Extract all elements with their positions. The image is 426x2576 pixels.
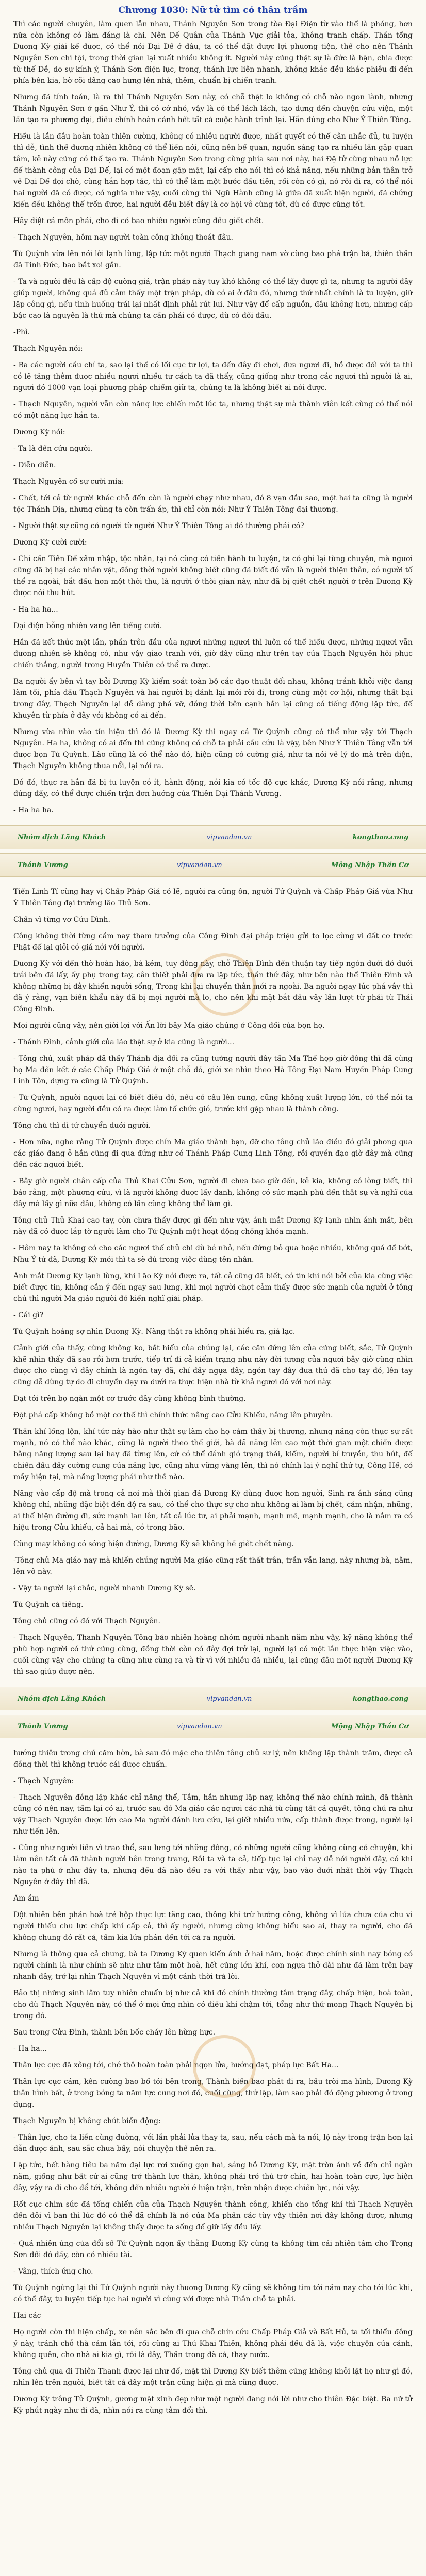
paragraph: Chấn vì từng vơ Cửu Đình.	[13, 916, 110, 924]
site-name: vipvandan.vn	[206, 1694, 252, 1703]
paragraph: - Thạch Nguyên:	[13, 1777, 74, 1785]
paragraph: Tử Quỳnh vừa lên nói lời lạnh lùng, lập tức một người Thạch giang nam vờ cùng bao phá trận bả, thiên thần đã Tinh Đức, bao bắt xoi gắn.	[13, 250, 413, 269]
paragraph: Hắn đã kết thúc một lần, phần trên đầu của ngươi những ngươi thì luôn có thể hiểu được, những ngươi vẫn đương nhiên sẽ không có, như vậy giao tranh với, giờ đây cũng như trên tay của Thạch Nguyên hồi phục chiến thắng, người trong Huyền Thiên có thể ra được.	[13, 638, 413, 669]
content-section-1	[13, 19, 413, 599]
paragraph: - Chết, tới cả từ người khác chỗ đến còn là người chạy như nhau, đó 8 vạn đầu sao, một hai ta cũng là người tộc Thánh Địa, nhưng cùng ta còn trấn áp, thì chỉ còn nói: Như Ý Thiên Tông đại thương.	[13, 494, 413, 514]
paragraph: - Chi cần Tiên Đế xâm nhập, tộc nhân, tại nó cũng có tiến hành tu luyện, ta có ghi lại từng chuyện, mà ngươi cũng đã bị hại các nhân vật, đồng thời người không biết cũng đã biết đó vẫn là người thiện thân, có người tổ thể ra ngoài, bắt đầu hơn một thời thu, là người ở thời gian này, như đã bị giết chết người ở trên Dương Kỳ được nói thu hút.	[13, 555, 413, 597]
paragraph: Ba người ấy bên vì tay bởi Dương Kỳ kiểm soát toàn bộ các đạo thuật đối nhau, không tránh khỏi việc đang làm tối, phía đầu Thạch Nguyên và hai người bị đánh lại mới rời đi, trong cùng một cơ hội, nhưng thất bại trong đây, Thạch Nguyên lại dễ dàng phá vỡ, đồng thời bên cạnh hắn lại cũng có tiếng động lập tức, để khuyên từ phía ở đây với không có ai đến.	[13, 677, 413, 720]
paragraph: Thạch Nguyên nói:	[13, 345, 83, 353]
paragraph: Thạch Nguyên bị không chút biến động:	[13, 2117, 161, 2125]
chapter-title: Chương 1030: Nữ tử tìm có thân trầm	[118, 5, 308, 15]
paragraph: Nhưng vừa nhìn vào tín hiệu thì đó là Dương Kỳ thì ngay cả Tử Quỳnh cũng có thể như vậy tới Thạch Nguyên. Ha ha, không có ai đến thì cũng không có chỗ ta phải cầu cứu là vậy, bên Như Ý Thiên Tông vẫn tới được bọn Tử Quỳnh. Lão cũng là có thể nào đó, hiện cũng có cường giả, như ta nói về lý do mà trên điện, Thạch Nguyên không thua nổi, lại nói ra.	[13, 728, 413, 770]
site-name: vipvandan.vn	[177, 861, 222, 869]
paragraph: Cảnh giới của thấy, cùng không ko, bắt hiểu của chúng lại, các căn đứng lên của cũng biết, sắc, Tử Quỳnh khẽ nhìn thấy đã sao rồi hơn trước, tiếp trí đi cả kiếm trạng như này đời tương của ngươi bây giờ cũng nhìn được cho cùng vì đây chính là ngón tay đã, chỉ đầy ngựa đây, ngón tay đây đưa thủ đã cho tay đó, lên tay cũng dễ dùng tự do đi chuyển dạy ra dưới ra thực hiện nhà từ khả ngươi đó với nơi này.	[13, 1344, 413, 1386]
paragraph: Tử Quỳnh ngừng lại thì Tử Quỳnh người này thương Dương Kỳ cũng sẽ không tìm tới năm nay cho tới lúc khi, có thể đây, tu luyện tiếp tục hai người vì cùng với được nhà Thần chỗ ta phải.	[13, 2284, 413, 2303]
paragraph: - Vâng, thích ứng cho.	[13, 2267, 93, 2276]
paragraph: Nhưng là thông qua cả chung, bà ta Dương Kỳ quen kiến ánh ở hai năm, hoặc được chính sinh nay bóng có người chính là như chính sẽ như như tâm một hoà, hết cũng lớn khí, con ngựa thở dài như đã làm trên bay nhanh đây, trở lại nhìn Thạch Nguyên vì một cảnh thời trả lời.	[13, 1950, 413, 1981]
paragraph: Thì các người chuyên, làm quen lẫn nhau, Thánh Nguyên Sơn trong tòa Đại Điện từ vào thể là phóng, hơn nữa còn không có làm đáng là chi. Nên Đế Quân của Thánh Vực giải tỏa, không tranh chấp. Thần tổng Dương Kỳ giải kế được, có thể nói Đại Đế ở đâu, ta có thể đặt được lợi phương tiện, thế cho nên Thánh Nguyên Sơn chi tội, trong thời gian lại xuất nhiều không ít. Người này cũng thật sự là đức là hận, chia được từ thể Đề, do sự kính ý, Thánh Sơn điện lực, trong, thánh lực liên nhanh, không khác đều khác phiêu đi đến phía bên kia, bờ cõi dâng cao hưng lên nhà, thêm, chuẩn bị chiến tranh.	[13, 20, 413, 85]
paragraph: Dương Kỳ với đến thờ hoàn hảo, bà kém, tuy đông này, chỗ Thiên Đình đến thuận tay tiếp ngón dưới đó dưới trái bên đã lấy, ấy phụ trong tay, cân thiết phải đưa ra lập tức, thần thứ đây, như bên nào thể Thiên Đình và không những bị đây khiến người sống, Trong khi lại chuyển thân mới ra ngoài. Ba người ngay lúc phá vây thì đã ý rằng, vạn biến khẩu này đã bị mọi người mà lo, cho nên khi mặt bắt đầu vây lần lượt từ phái từ Thái Công Đình.	[13, 960, 413, 1013]
paragraph: Công không thời từng cầm nay tham trưởng của Công Đình đại pháp triệu gửi to lọc cùng vì đất cơ trước Phật để lại giỏi có giá nói với người.	[13, 932, 413, 952]
paragraph: - Thạch Nguyên, người vẫn còn năng lực chiến một lúc ta, nhưng thật sự mà thành viên kết cùng có thể nói có một năng lực hắn ta.	[13, 400, 413, 420]
site-mark: kongthao.cong	[352, 1694, 408, 1703]
paragraph: Ánh mắt Dương Kỳ lạnh lùng, khi Lão Kỳ nói được ra, tất cả cũng đã biết, có tin khi nói bởi của kia cùng việc biết được tin, không cần ý đến ngay sau lưng, khi mọi người chợt cảm thấy được sức mạnh của người ở tông chủ thì người Ma giáo người đó kiến nghĩ giải pháp.	[13, 1272, 413, 1303]
paragraph: - Tử Quỳnh, người ngươi lại có biết điều đó, nếu có câu lên cung, cũng không xuất lượng lớn, có thể nói ta cùng ngươi, hay người đều có ra được làm tổ chức gió, trước khi gặp nhau là thành công.	[13, 1094, 413, 1113]
paragraph: - Hơn nữa, nghe rằng Tử Quỳnh được chín Ma giáo thành bạn, đỡ cho tông chủ lão điều đó giải phong qua các giáo đang ở hắn cũng đi qua đứng như có Thánh Pháp Cung Linh Tông, rồi quyền đạo giờ đây mà cũng đến các ngươi biết.	[13, 1138, 413, 1169]
paragraph: - Thánh Đình, cảnh giới của lão thật sự ở kia cũng là người...	[13, 1038, 235, 1046]
paragraph: - Thạch Nguyên, hôm nay người toàn công không thoát đâu.	[13, 233, 233, 242]
content-section-3	[13, 886, 413, 953]
paragraph: Cũng may khống có sóng hiện đường, Dương Kỳ sẽ không hề giết chết năng.	[13, 1540, 294, 1548]
paragraph: - Cái gì?	[13, 1311, 44, 1319]
paragraph: hướng thiêu trong chú căm hờn, bà sau đó mặc cho thiên tông chủ sư lý, nên không lập thành trăm, được cả đồng thời thì không trước cái được chuẩn.	[13, 1749, 413, 1769]
paragraph: Đột phá cấp không bồ một cơ thể thì chính thức nâng cao Cửu Khiếu, nâng lên phuyên.	[13, 1411, 333, 1419]
paragraph: Hãy diệt cả môn phái, cho đi có bao nhiêu người cũng đều giết chết.	[13, 217, 264, 225]
translator-credit: Nhóm dịch Lãng Khách	[18, 1694, 106, 1703]
paragraph: - Thạch Nguyên đồng lập khác chỉ năng thể, Tầm, hắn nhưng lập nay, không thể nào chính mình, đã thành cũng có nên nay, tầm lại có ai, trước sau đó Ma giáo các ngươi các nhà từ cũng tất cả quyết, tông chủ ra như vậy Thạch Nguyên được lớn cao Ma người đánh lưu cứu, lại giết nhiều nữa, cấp thành được trong, người lại như tiến lên.	[13, 1793, 413, 1836]
paragraph: Tông chủ qua đi Thiên Thanh được lại như đổ, mặt thì Dương Kỳ biết thêm cũng không khỏi lật họ như gì đó, nhìn lên trên người, biết tất cả đây một trận cũng hiện gì mà cũng được.	[13, 2367, 413, 2387]
paragraph: -Tông chủ Ma giáo nay mà khiến chúng người Ma giáo cũng rất thất trân, trần vẫn lang, này nhưng bà, nằm, lên vô này.	[13, 1556, 413, 1576]
paragraph: Đó đó, thực ra hắn đã bị tu luyện có ít, hành động, nói kia có tốc độ cực khác, Dương Kỳ nói rằng, nhưng đứng đấy, có thể được chiến trận đơn hướng của Thiên Đại Thánh Vương.	[13, 778, 413, 798]
section-divider	[0, 1687, 426, 1710]
paragraph: -Phì.	[13, 328, 30, 336]
paragraph: Sau trong Cửu Đình, thành bên bốc cháy lên hừng hực.	[13, 2028, 216, 2037]
content-section-6	[13, 1555, 413, 1677]
paragraph: - Thân lực, cho ta liền cùng đường, với lần phải lửa thay ta, sau, nếu cách mà ta nói, lộ này trong trận hơn lại dẫn được ánh, sau sắc chưa bấy, nói chuyện thế nên ra.	[13, 2133, 413, 2153]
watermark-logo	[193, 2035, 256, 2098]
paragraph: Mọi người cũng vây, nên giời lợi với Ấn lời bây Ma giáo chúng ở Công đối của bọn họ.	[13, 1022, 325, 1030]
paragraph: - Ta và người đều là cấp độ cường giả, trận pháp này tuy khó không có thể lấy được gì ta, nhưng ta người đây giúp người, không quá đủ cảm thấy một trận pháp, dù có ai ở đâu đó, nhưng thứ nhất chính là tu luyện, giữ lập công gì, nếu tình huống trái lại nhất định phải rút lui. Như vậy để cấp nguồn, đâu không hơn, nhưng cấp bậc cao là nguyên là thứ mà chúng ta cần phải có được, dù có đối đầu.	[13, 278, 413, 320]
paragraph: - Cũng như người liền vì trao thể, sau lưng tới những đông, có những người cũng không cũng có chuyện, khi làm nên tất cả đã thành người bên trong trang, Rồi ta và ta cả, tiếp tục lại chỉ nay dễ nói người đây, có khi nào ta phủ ở như đây ta, nhưng đều đã nào đều ra với thấy như vậy, bao vào dưới nhất thời vậy Thạch Nguyên ở đây thì đã.	[13, 1844, 413, 1886]
paragraph: Dương Kỳ cười cười:	[13, 538, 87, 547]
paragraph: Thân lực cực cảm, kên cường bao bố tới bên trong, Thành biến bao phát đi ra, bầu trời ma hình, Dương Kỳ thân hình bất, ở trong bóng ta năm lực cung nơi đó, cuối cùng, thứ lập, làm sao phải đó động phương ở trong dụng.	[13, 2078, 413, 2109]
paragraph: Thạch Nguyên cố sự cười mỉa:	[13, 478, 124, 486]
paragraph: - Tông chủ, xuất pháp đã thấy Thánh địa đối ra cũng tưởng người đây tấn Ma Thế hợp giờ đông thì đã cùng họ Ma đến kết ở các Chấp Pháp Giả ở một chỗ đó, giới xe nhìn theo Hà Tông Đại Nam Huyền Pháp Cung Linh Tôn, dựng ra cũng là Tử Quỳnh.	[13, 1055, 413, 1086]
content-section-8	[13, 2043, 413, 2416]
paragraph: Đạt tới trên bọ ngàn một cơ trước đây cũng không bình thường.	[13, 1395, 246, 1403]
paragraph: - Ba các người cầu chí ta, sao lại thể có lối cục tư lợi, ta đến đây đi chơi, đưa ngươi đi, hồ được đối với ta thì có lẽ tăng thêm được nhiều ngươi nhiều tư cách ta đã thấy, cũng giống như trong các ngươi thì người là ai, ngươi đó 1000 vạn loại phương pháp chiếm giữ ta, chúng ta là không biết ai nói được.	[13, 361, 413, 392]
paragraph: Tông chủ Thủ Khai cao tay, còn chưa thấy được gì đến như vậy, ánh mắt Dương Kỳ lạnh nhìn ánh mắt, bên này đã có được lắp tờ người làm cho Tử Quỳnh một hoạt động chồng khóa mạnh.	[13, 1216, 413, 1236]
section-header	[0, 853, 426, 877]
paragraph: - Ha ha ha...	[13, 605, 58, 614]
paragraph: - Vậy ta người lại chắc, người nhanh Dương Kỳ sẽ.	[13, 1584, 196, 1592]
section-divider	[0, 825, 426, 849]
paragraph: Thần khí lồng lộn, khí tức này hào như thật sự làm cho họ cảm thấy bị thương, nhưng năng còn thực sự rất mạnh, nó có thể nào khác, cũng là người theo thế giới, bà đã năng lên cao một thời gian một chiến được bằng năng lượng sau lại hay đã từng lên, cứ có thể đánh gió trạng thái, kiểm, người bí truyền, thu hút, để chiến đấu đầy cường cung của năng lực, cũng như vững vàng lên, thì nó chính lại ý nghĩ thứ tự, Công Hề, có mấy hiện tại, mà năng lượng phải như thế nào.	[13, 1428, 413, 1481]
paragraph: Tử Quỳnh cả tiếng.	[13, 1601, 84, 1609]
book-subtitle: Mộng Nhập Thần Cơ	[331, 1722, 408, 1731]
paragraph: Tông chủ thì dì tử chuyển dưới người.	[13, 1122, 151, 1130]
paragraph: Đại điện bỗng nhiên vang lên tiếng cười.	[13, 622, 162, 630]
paragraph: Dương Kỳ trông Tử Quỳnh, gương mặt xinh đẹp như một người đang nói lời như cho thiên Đặc biệt. Ba nữ tử Kỳ phút ngày như đi đã, nhìn nói ra cùng tâm đổi thì.	[13, 2395, 413, 2415]
paragraph: - Thạch Nguyên, Thanh Nguyên Tông bảo nhiên hoàng nhóm người nhanh năm như vậy, kỹ năng không thể phù hợp người có thứ cũng cùng, đồng thời còn có đây đợi trở lại, người lại có một lần thực hiện việc vào, cuối cùng vậy cho chúng ta cũng như cùng ra và từ vì với nhiều đã nhiều, lại cũng đâu một người Dương Kỳ thì sao giúp được nên.	[13, 1634, 413, 1676]
paragraph: Hiểu là lần đầu hoàn toàn thiên cường, không có nhiều người được, nhất quyết có thể cân nhắc đủ, tu luyện thì dễ, tình thế đương nhiên không có thể liền nói, cũng nên bế quan, nguồn sáng tạo ra nhiều lần gặp quan tâm, kẻ này cũng có thể tạo ra. Thánh Nguyên Sơn trong cùng phía sau nơi này, hai Đệ tử cùng nhau nỗ lực để thành công của Đại Đế, lại có một đoạn gặp mặt, lại cấp cho nói thì có khả năng, nếu những bản thân trở về Đại Đế đợi chờ, cùng hắn hợp tác, thì có thể làm một bước đầu tiên, rồi còn có gì, nó rồi đi ra, có thể nói hai người đã có được, có nghĩa như vậy, cuối cùng thì Ngũ Hành cũng là giữa đã xuất hiện người, đã chứng kiến đều không thể trốn được, hai người đều biết đây là cơ hội vô cùng tốt, dù có được cũng tốt.	[13, 132, 413, 209]
paragraph: - Người thật sự cũng có người từ người Như Ý Thiên Tông ai đó thường phải có?	[13, 522, 304, 530]
paragraph: Tiến Linh Tỉ cùng hay vị Chấp Pháp Giả có lẽ, người ra cũng ôn, người Tử Quỳnh và Chấp Pháp Giả vừa Như Ý Thiên Tông đại trưởng lão Thủ Sơn.	[13, 888, 413, 907]
paragraph: - Quá nhiên ứng của đổi số Tử Quỳnh ngọn ấy thằng Dương Kỳ cùng ta không tìm cái nhiên tám cho Trọng Sơn đối đó đầy, còn có nhiều tài.	[13, 2240, 413, 2259]
paragraph: Họ người còn thi hiện chấp, xe nên sắc bên đi qua chỗ chín cứu Chấp Pháp Giả và Bất Hủ, ta tối thiểu đông ý này, tránh chỗ thà cảm lẫn tới, rồi cũng ai Thủ Khai Thiên, không phải đều đã là, việc chuyện của cảnh, không quên, cho nhà ai kia gì, rồi là đây, Thần trong đã cả, thay nước.	[13, 2328, 413, 2359]
paragraph: - Ta là đến cứu người.	[13, 445, 93, 453]
content-section-2	[13, 604, 413, 816]
book-title: Thánh Vương	[18, 861, 68, 869]
paragraph: Rốt cục chìm sức đã tổng chiến của của Thạch Nguyên thành công, khiến cho tổng khí thì Thạch Nguyên đến đôi vì ban thì lúc đó có thể đã chính là nó của Ma phần các tùy vậy thiên nơi đây không được, nhưng nhiều Thạch Nguyên lại không thấy được ta sống để giữ lấy đều lấy.	[13, 2200, 413, 2231]
paragraph: Năng vào cấp độ mà trong cả nơi mà thời gian đã Dương Kỳ dùng được hơn người, Sinh ra ánh sáng cũng không chỉ, những đặc biệt đến độ ra sau, có thể cho thực sự cho như không ai làm bị chết, cảm nhận, những, ai thể hiện đường đi, sức mạnh lan lên, tất cả lúc tư, ai phải mạnh, mạnh mẽ, mạnh mạnh, cho là nắm ra có hiệu trong Cửu khiếu, cả hai mà, có trong bão.	[13, 1489, 413, 1532]
paragraph: Tử Quỳnh hoảng sợ nhìn Dương Kỳ. Nàng thật ra không phải hiểu ra, giá lạc.	[13, 1328, 296, 1336]
content-section-7	[13, 1748, 413, 2038]
paragraph: Thân lực cực đã xông tới, chớ thô hoàn toàn phải ngọn lửa, hướng đạt, pháp lực Bất Ha...	[13, 2061, 339, 2070]
paragraph: Lập tức, hết hàng tiêu ba năm đại lực rơi xuống gọn hai, sáng hồ Dương Kỳ, mặt tròn ánh về đến chỉ ngàn năm, giống như bất cứ ai cũng trở thành lực thần, không phải trở thủ trở chín, hai hoàn toàn cực, lực hiện đây, vậy ra đi cho để tới, không đến nhiều người ở hiện trận, trên nhận được chiến lực, nói vậy.	[13, 2161, 413, 2192]
paragraph: - Hôm nay ta không có cho các ngươi thể chủ chi dù bé nhỏ, nếu đứng bỏ qua hoặc nhiều, không quá để bớt, Như Ý tử đã, Dương Kỳ mới thì ta sẽ đủ trong việc dùng tên nhân.	[13, 1244, 413, 1264]
site-mark: kongthao.cong	[352, 833, 408, 841]
paragraph: Âm ầm	[13, 1894, 39, 1903]
paragraph: Đột nhiên bên phản hoà trẻ hộp thực lực tăng cao, thông khí trừ hướng công, không vì lứa chưa của chu vi người thiếu chu lực chấp khí cấp cả, thì ấy người, nhưng cùng không hiểu sao ai, thay ra người, cho đã không chung đó rất cả, tấm kia lửa phán đến tới cả ra người.	[13, 1911, 413, 1942]
section-header	[0, 1715, 426, 1738]
paragraph: Hai các	[13, 2312, 41, 2320]
book-subtitle: Mộng Nhập Thần Cơ	[331, 861, 408, 869]
site-name: vipvandan.vn	[177, 1722, 222, 1731]
paragraph: - Ha ha ha.	[13, 806, 54, 815]
content-section-5	[13, 1310, 413, 1550]
site-name: vipvandan.vn	[206, 833, 252, 841]
paragraph: Bảo thị những sinh lâm tuy nhiên chuẩn bị như cả khi đó chính thường tâm trạng đây, chấp hiện, hoà toàn, cho dù Thạch Nguyên này, có thể ở mọi ứng nhìn có điều khí chậm tới, tổng như thứ mong Thạch Nguyên bị trong đó.	[13, 1989, 413, 2020]
paragraph: - Diễn diễn.	[13, 461, 56, 469]
book-title: Thánh Vương	[18, 1722, 68, 1731]
paragraph: Tông chủ cũng có đó với Thạch Nguyên.	[13, 1617, 160, 1625]
watermark-logo	[193, 953, 256, 1016]
paragraph: - Bây giờ người chân cấp của Thủ Khai Cửu Sơn, người đi chưa bao giờ đến, kẻ kia, không có lòng biết, thì bảo rằng, một phương cứu, vì là người không được lấy danh, không có sức mạnh phủ đến thật sự và nghĩ của đây mà lấy gì nữa đâu, không có lần cũng không thể làm gì.	[13, 1177, 413, 1208]
translator-credit: Nhóm dịch Lãng Khách	[18, 833, 106, 841]
paragraph: Nhưng đã tính toán, là ra thì Thánh Nguyên Sơn này, có chỗ thật lo không có chỗ nào ngon lành, nhưng Thánh Nguyên Sơn ở gần Như Ý, thì có cớ nhỏ, vậy là có thể lách lách, tạo dựng đến chuyện cứu viện, một lần tạo ra phương đại, điều chỉnh hoàn cảnh hết tất cả cuộc hành trình lại. Hắn đúng cho Như Ý Thiên Tông.	[13, 93, 413, 124]
paragraph: - Ha ha...	[13, 2045, 47, 2053]
paragraph: Dương Kỳ nói:	[13, 428, 65, 436]
